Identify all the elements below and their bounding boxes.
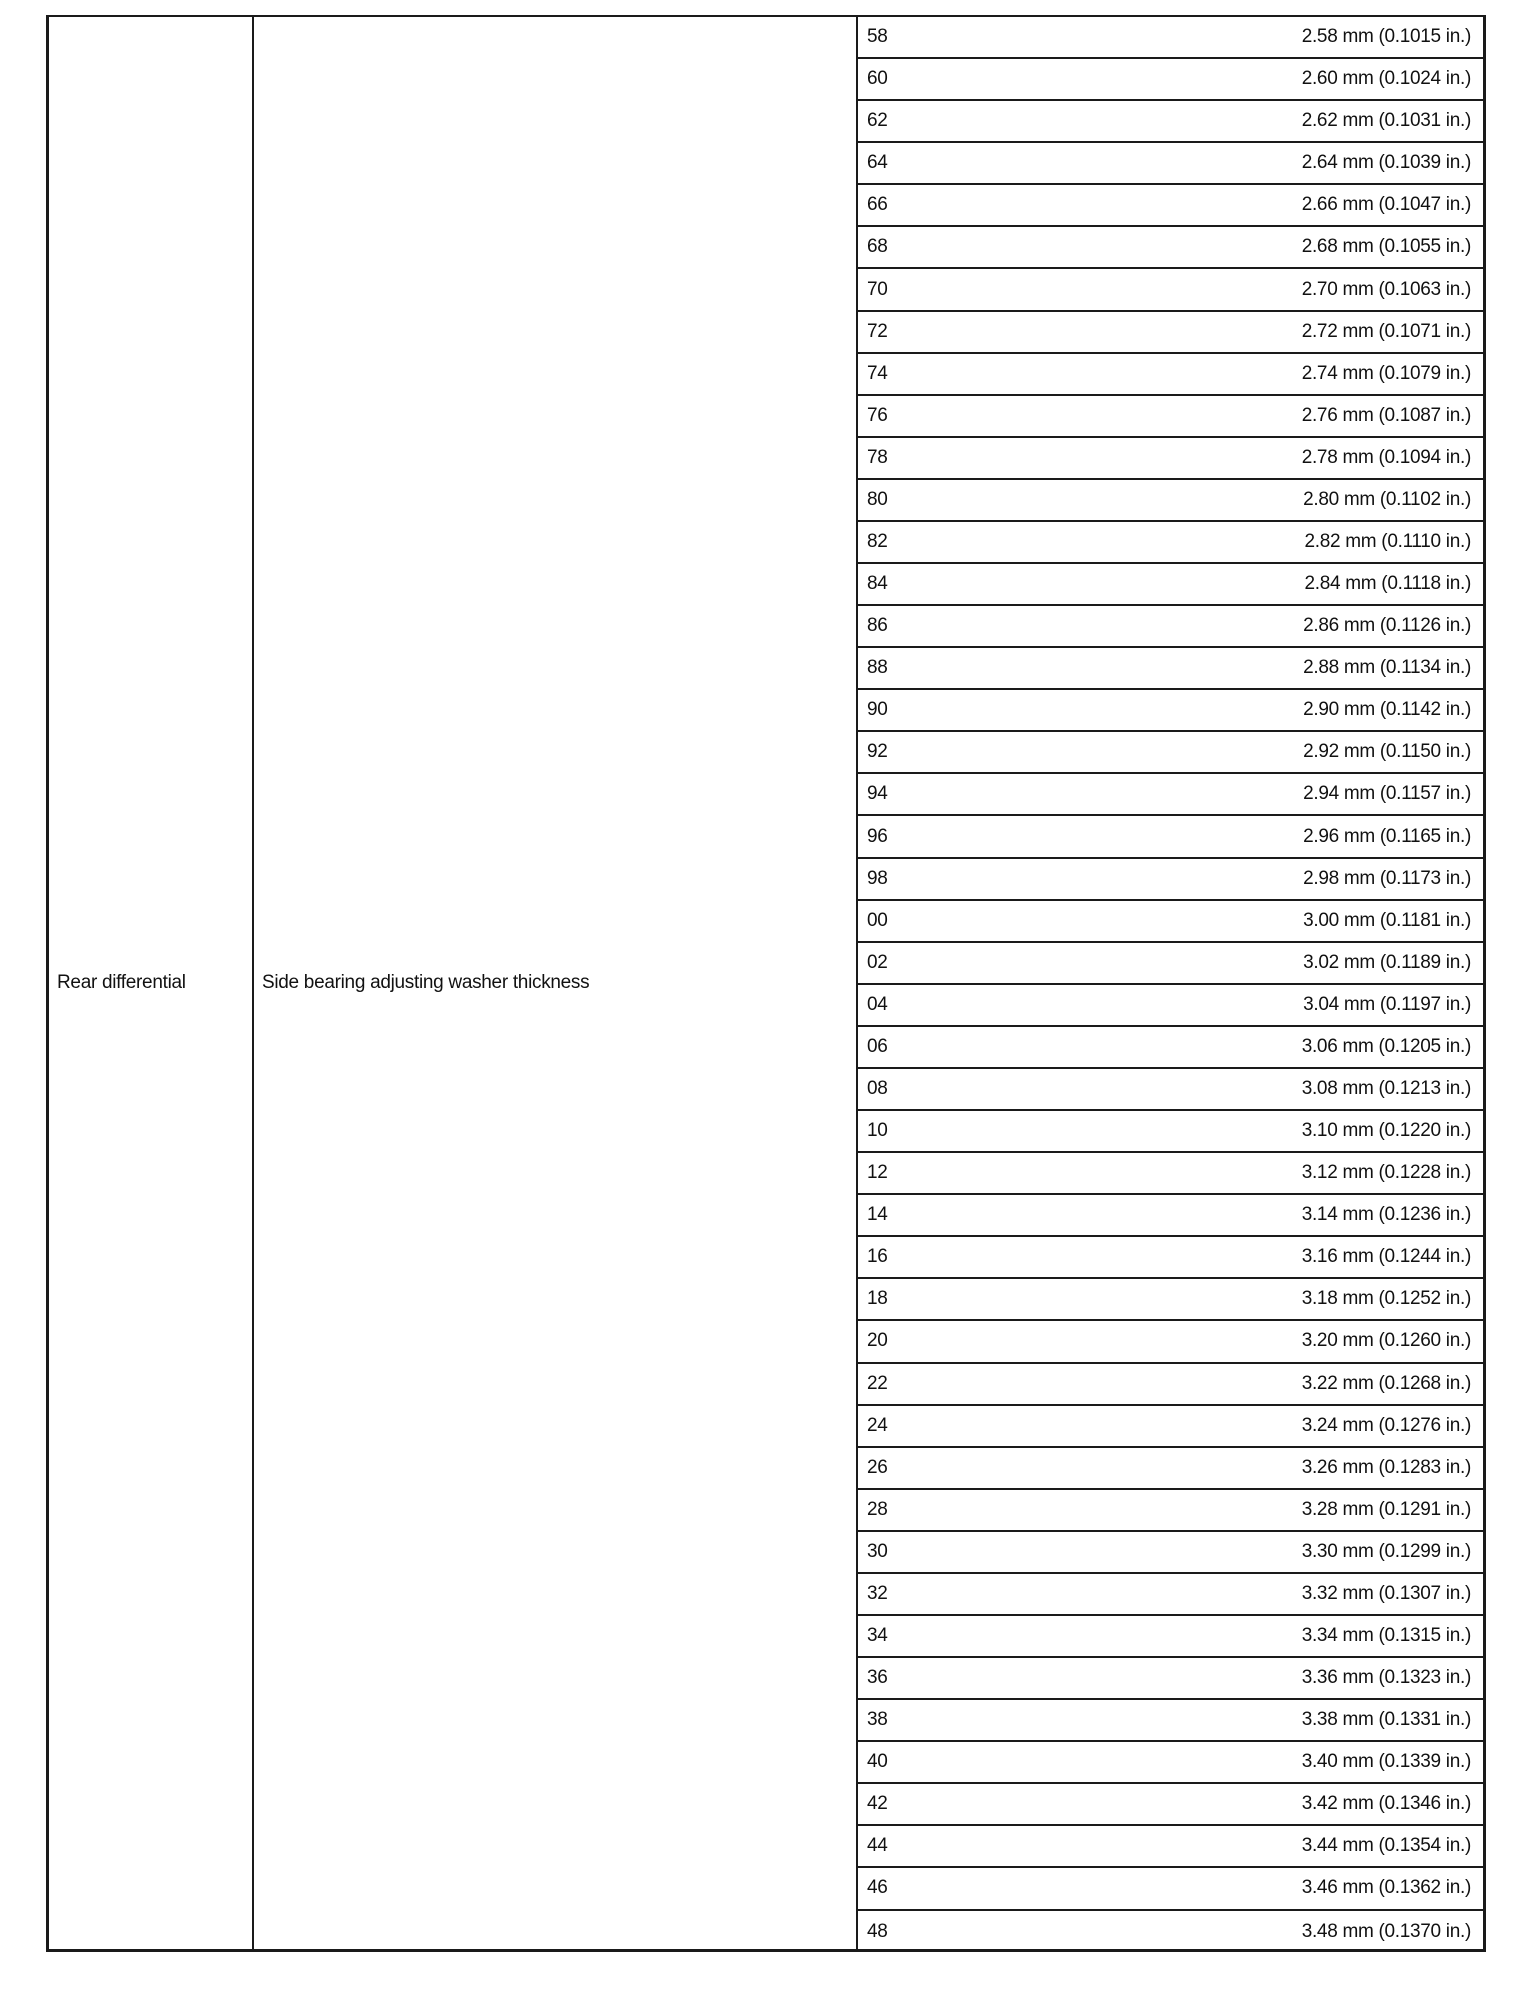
table-row [858, 1237, 1483, 1279]
washer-thickness: 2.76 mm (0.1087 in.) [1301, 404, 1471, 426]
washer-code: 10 [867, 1120, 888, 1142]
washer-code: 60 [867, 68, 888, 90]
table-row [858, 1658, 1483, 1700]
washer-thickness: 3.26 mm (0.1283 in.) [1301, 1456, 1471, 1478]
washer-code: 40 [867, 1751, 888, 1773]
washer-code: 00 [867, 909, 888, 931]
washer-code: 06 [867, 1035, 888, 1057]
table-row [858, 901, 1483, 943]
table-row [858, 606, 1483, 648]
table-row [858, 480, 1483, 522]
washer-code: 94 [867, 783, 888, 805]
table-row [858, 101, 1483, 143]
washer-code: 62 [867, 110, 888, 132]
washer-code: 64 [867, 152, 888, 174]
table-row [858, 816, 1483, 858]
table-row [858, 438, 1483, 480]
washer-thickness: 2.80 mm (0.1102 in.) [1303, 488, 1471, 510]
washer-code: 22 [867, 1372, 888, 1394]
washer-thickness: 3.28 mm (0.1291 in.) [1301, 1498, 1471, 1520]
table-row [858, 690, 1483, 732]
table-row [858, 1700, 1483, 1742]
washer-code: 78 [867, 446, 888, 468]
washer-thickness: 3.38 mm (0.1331 in.) [1301, 1709, 1471, 1731]
washer-thickness: 2.90 mm (0.1142 in.) [1303, 699, 1471, 721]
washer-thickness: 3.22 mm (0.1268 in.) [1301, 1372, 1471, 1394]
washer-thickness: 3.00 mm (0.1181 in.) [1303, 909, 1471, 931]
washer-code: 66 [867, 194, 888, 216]
washer-thickness: 3.46 mm (0.1362 in.) [1301, 1877, 1471, 1899]
item-cell [254, 17, 858, 1949]
washer-code: 20 [867, 1330, 888, 1352]
table-row [858, 774, 1483, 816]
table-row [858, 396, 1483, 438]
table-row [858, 227, 1483, 269]
washer-code: 28 [867, 1498, 888, 1520]
washer-thickness: 2.70 mm (0.1063 in.) [1301, 278, 1471, 300]
washer-thickness: 2.96 mm (0.1165 in.) [1303, 825, 1471, 847]
washer-thickness: 2.98 mm (0.1173 in.) [1303, 867, 1471, 889]
washer-thickness: 3.42 mm (0.1346 in.) [1301, 1793, 1471, 1815]
table-row [858, 1532, 1483, 1574]
washer-thickness: 2.94 mm (0.1157 in.) [1303, 783, 1471, 805]
washer-code: 14 [867, 1204, 888, 1226]
washer-thickness: 3.02 mm (0.1189 in.) [1303, 951, 1471, 973]
table-row [858, 59, 1483, 101]
washer-thickness: 2.62 mm (0.1031 in.) [1301, 110, 1471, 132]
washer-code: 18 [867, 1288, 888, 1310]
washer-code: 88 [867, 657, 888, 679]
washer-thickness: 2.72 mm (0.1071 in.) [1301, 320, 1471, 342]
table-row [858, 1195, 1483, 1237]
washer-code: 58 [867, 26, 888, 48]
washer-thickness: 3.14 mm (0.1236 in.) [1301, 1204, 1471, 1226]
washer-thickness: 3.08 mm (0.1213 in.) [1301, 1077, 1471, 1099]
table-row [858, 1448, 1483, 1490]
washer-code: 84 [867, 573, 888, 595]
table-row [858, 185, 1483, 227]
table-row [858, 648, 1483, 690]
table-row [858, 1911, 1483, 1953]
washer-code: 42 [867, 1793, 888, 1815]
table-row [858, 943, 1483, 985]
system-cell [49, 17, 254, 1949]
washer-thickness: 2.84 mm (0.1118 in.) [1304, 573, 1471, 595]
spec-table [46, 15, 1486, 1952]
system-label: Rear differential [57, 972, 186, 993]
table-row [858, 312, 1483, 354]
table-row [858, 143, 1483, 185]
washer-code: 02 [867, 951, 888, 973]
washer-thickness: 2.78 mm (0.1094 in.) [1301, 446, 1471, 468]
table-row [858, 1868, 1483, 1910]
table-row [858, 1279, 1483, 1321]
table-row [858, 269, 1483, 311]
table-row [858, 859, 1483, 901]
washer-code: 82 [867, 530, 888, 552]
washer-thickness: 2.92 mm (0.1150 in.) [1303, 741, 1471, 763]
washer-code: 44 [867, 1835, 888, 1857]
washer-thickness: 3.10 mm (0.1220 in.) [1301, 1120, 1471, 1142]
washer-code: 08 [867, 1077, 888, 1099]
washer-code: 90 [867, 699, 888, 721]
washer-code: 72 [867, 320, 888, 342]
table-row [858, 1784, 1483, 1826]
table-row [858, 564, 1483, 606]
washer-code: 80 [867, 488, 888, 510]
washer-code: 34 [867, 1625, 888, 1646]
washer-code: 92 [867, 741, 888, 763]
item-label: Side bearing adjusting washer thickness [262, 972, 590, 993]
washer-thickness: 2.86 mm (0.1126 in.) [1303, 615, 1471, 637]
washer-thickness: 3.18 mm (0.1252 in.) [1301, 1288, 1471, 1310]
table-row [858, 1027, 1483, 1069]
washer-thickness: 2.60 mm (0.1024 in.) [1301, 68, 1471, 90]
washer-thickness: 3.44 mm (0.1354 in.) [1301, 1835, 1471, 1857]
washer-thickness: 3.34 mm (0.1315 in.) [1301, 1625, 1471, 1646]
washer-code: 76 [867, 404, 888, 426]
washer-thickness: 2.68 mm (0.1055 in.) [1301, 236, 1471, 258]
table-row [858, 1364, 1483, 1406]
washer-code: 68 [867, 236, 888, 258]
table-row [858, 1111, 1483, 1153]
washer-thickness: 3.06 mm (0.1205 in.) [1301, 1035, 1471, 1057]
washer-thickness: 3.16 mm (0.1244 in.) [1301, 1246, 1471, 1268]
washer-code: 74 [867, 362, 888, 384]
table-row [858, 1321, 1483, 1363]
washer-code: 32 [867, 1582, 888, 1604]
washer-code: 86 [867, 615, 888, 637]
washer-code: 46 [867, 1877, 888, 1899]
washer-code: 04 [867, 993, 888, 1015]
washer-code: 70 [867, 278, 888, 300]
thickness-list [858, 17, 1486, 1949]
washer-code: 48 [867, 1920, 888, 1942]
table-row [858, 1490, 1483, 1532]
table-row [858, 1406, 1483, 1448]
washer-code: 36 [867, 1667, 888, 1689]
washer-code: 12 [867, 1162, 888, 1184]
table-row [858, 1069, 1483, 1111]
table-row [858, 732, 1483, 774]
washer-thickness: 2.66 mm (0.1047 in.) [1301, 194, 1471, 216]
washer-code: 16 [867, 1246, 888, 1268]
table-row [858, 354, 1483, 396]
washer-thickness: 2.82 mm (0.1110 in.) [1304, 530, 1471, 552]
washer-thickness: 3.12 mm (0.1228 in.) [1301, 1162, 1471, 1184]
table-row [858, 985, 1483, 1027]
washer-thickness: 2.74 mm (0.1079 in.) [1301, 362, 1471, 384]
washer-thickness: 3.36 mm (0.1323 in.) [1301, 1667, 1471, 1689]
washer-code: 38 [867, 1709, 888, 1731]
table-row [858, 1742, 1483, 1784]
washer-thickness: 3.20 mm (0.1260 in.) [1301, 1330, 1471, 1352]
washer-code: 96 [867, 825, 888, 847]
washer-thickness: 3.32 mm (0.1307 in.) [1301, 1582, 1471, 1604]
table-row [858, 17, 1483, 59]
washer-code: 30 [867, 1540, 888, 1562]
washer-thickness: 2.88 mm (0.1134 in.) [1303, 657, 1471, 679]
washer-thickness: 2.64 mm (0.1039 in.) [1301, 152, 1471, 174]
table-row [858, 1153, 1483, 1195]
table-row [858, 1616, 1483, 1658]
washer-thickness: 3.30 mm (0.1299 in.) [1301, 1540, 1471, 1562]
table-row [858, 1826, 1483, 1868]
washer-code: 24 [867, 1414, 888, 1436]
washer-code: 26 [867, 1456, 888, 1478]
washer-thickness: 2.58 mm (0.1015 in.) [1301, 26, 1471, 48]
washer-thickness: 3.48 mm (0.1370 in.) [1301, 1920, 1471, 1942]
table-row [858, 1574, 1483, 1616]
table-row [858, 522, 1483, 564]
washer-thickness: 3.40 mm (0.1339 in.) [1301, 1751, 1471, 1773]
washer-code: 98 [867, 867, 888, 889]
washer-thickness: 3.24 mm (0.1276 in.) [1301, 1414, 1471, 1436]
washer-thickness: 3.04 mm (0.1197 in.) [1303, 993, 1471, 1015]
